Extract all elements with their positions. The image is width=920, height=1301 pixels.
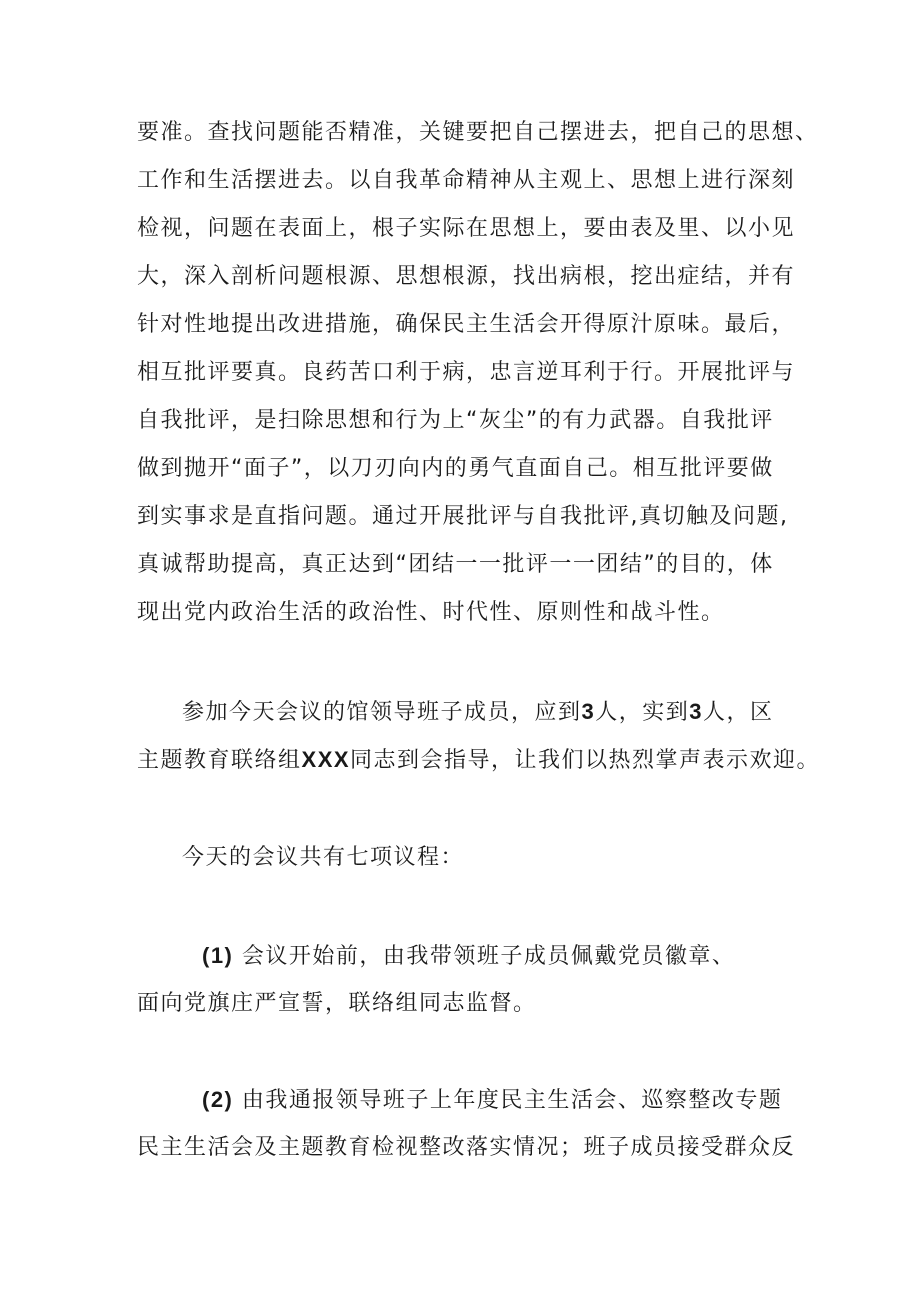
guide-prefix: 主题教育联络组: [137, 748, 302, 773]
guide-name: XXX: [301, 747, 351, 772]
agenda-item-1-line-1: [202, 941, 862, 972]
paragraph-line: 检视，问题在表面上，根子实际在思想上，要由表及里、以小见: [137, 216, 796, 241]
paragraph-line: 现出党内政治生活的政治性、时代性、原则性和战斗性。: [137, 600, 725, 625]
agenda-item-number: (1): [202, 943, 234, 968]
paragraph-line: 要准。查找问题能否精准，关键要把自己摆进去，把自己的思想、: [137, 120, 819, 145]
paragraph-line: 工作和生活摆进去。以自我革命精神从主观上、思想上进行深刻: [137, 168, 796, 193]
paragraph-line: 做到抛开“面子”，以刀刃向内的勇气直面自己。相互批评要做: [137, 456, 774, 481]
attendance-middle: 人，实到: [595, 700, 690, 725]
agenda-item-2-line-1: [202, 1085, 862, 1116]
guide-suffix: 同志到会指导，让我们以热烈掌声表示欢迎。: [350, 748, 821, 773]
attendance-line-2: [137, 745, 821, 776]
paragraph-line: 针对性地提出改进措施，确保民主生活会开得原汁原味。最后，: [137, 312, 796, 337]
attendance-line-1: [182, 697, 802, 728]
paragraph-line: 到实事求是直指问题。通过开展批评与自我批评,真切触及问题,: [137, 504, 789, 529]
agenda-item-2-line-2: 民主生活会及主题教育检视整改落实情况；班子成员接受群众反: [137, 1135, 796, 1160]
agenda-item-number: (2): [202, 1087, 234, 1112]
attendance-suffix: 人，区: [703, 700, 774, 725]
actual-count: 3: [689, 699, 704, 724]
agenda-item-text: 会议开始前，由我带领班子成员佩戴党员徽章、: [241, 944, 736, 969]
paragraph-line: 相互批评要真。良药苦口利于病，忠言逆耳利于行。开展批评与: [137, 360, 796, 385]
attendance-prefix: 参加今天会议的馆领导班子成员，应到: [182, 700, 582, 725]
paragraph-line: 真诚帮助提高，真正达到“团结一一批评一一团结”的目的，体: [137, 552, 774, 577]
paragraph-line: 大，深入剖析问题根源、思想根源，找出病根，挖出症结，并有: [137, 264, 796, 289]
expected-count: 3: [581, 699, 596, 724]
agenda-intro: 今天的会议共有七项议程：: [182, 845, 465, 870]
agenda-item-1-line-2: 面向党旗庄严宣誓，联络组同志监督。: [137, 991, 537, 1016]
agenda-item-text: 由我通报领导班子上年度民主生活会、巡察整改专题: [241, 1088, 783, 1113]
paragraph-line: 自我批评，是扫除思想和行为上“灰尘”的有力武器。自我批评: [137, 408, 774, 433]
